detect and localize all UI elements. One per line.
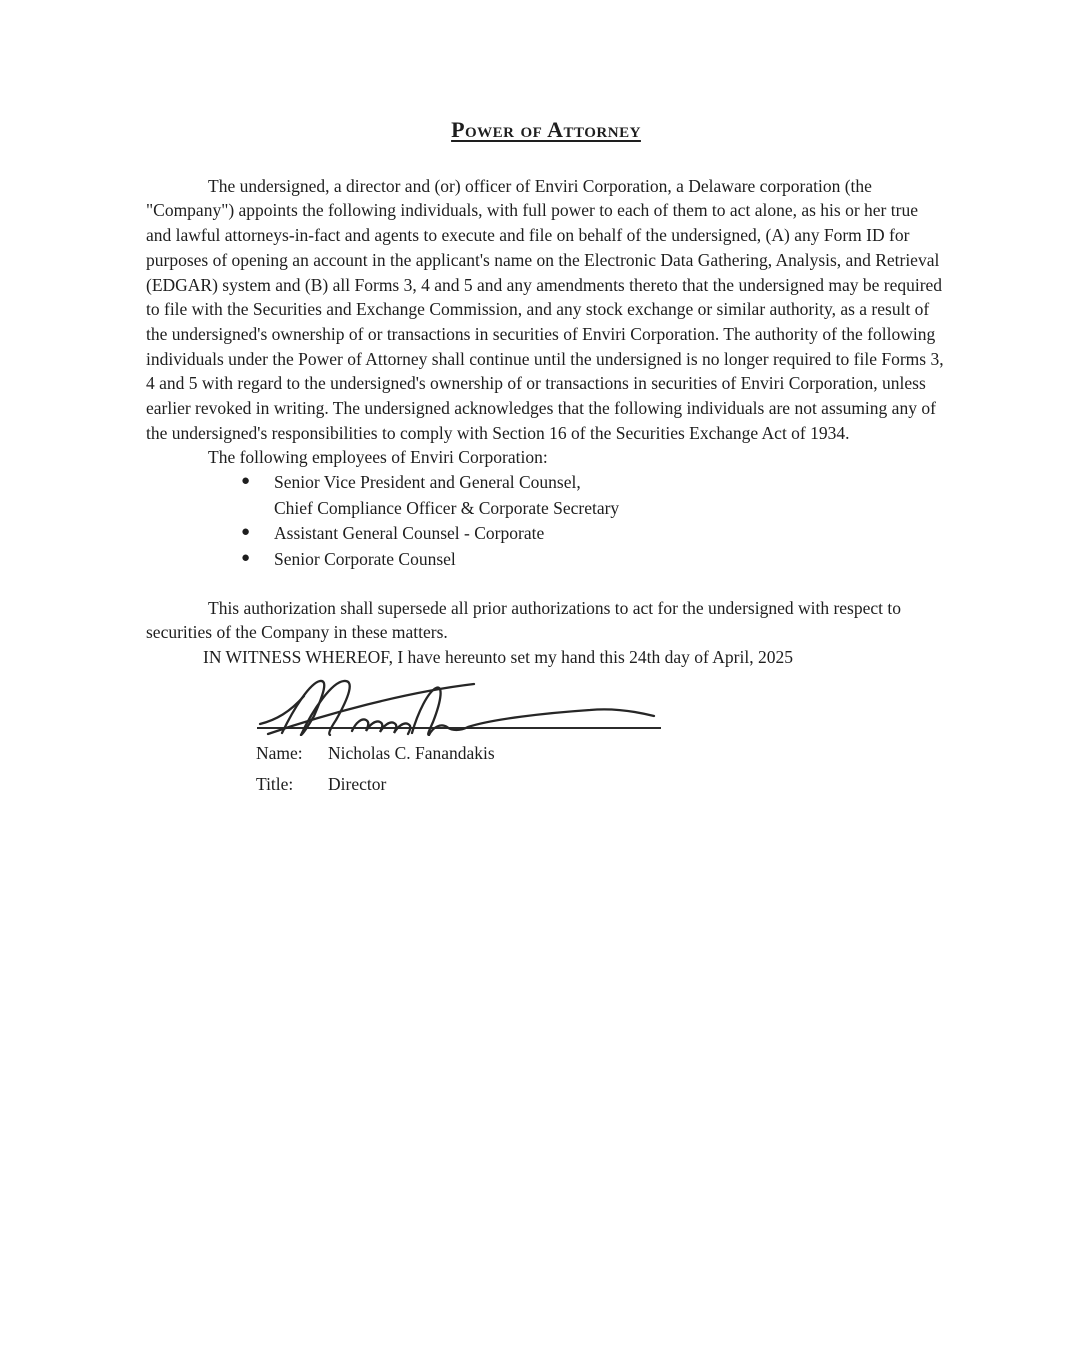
supersede-paragraph: This authorization shall supersede all prior authorizations to act for the undersigned with respect to securities of the Company in these matters.: [146, 597, 901, 643]
appointee-role-line: Assistant General Counsel - Corporate: [274, 523, 545, 544]
signature-block: [256, 678, 946, 796]
signature-name-row: [256, 741, 946, 765]
title-value: Director: [328, 773, 387, 794]
signature-title-row: [256, 772, 946, 796]
name-value: Nicholas C. Fanandakis: [328, 742, 495, 763]
bullet-icon: ●: [241, 549, 251, 566]
name-label: Name:: [256, 742, 303, 763]
handwritten-signature: [256, 678, 676, 736]
list-item: [146, 547, 946, 573]
bullet-icon: ●: [241, 473, 251, 490]
appointee-role-line: Chief Compliance Officer & Corporate Secretary: [274, 497, 620, 518]
intro-paragraph: The undersigned, a director and (or) officer of Enviri Corporation, a Delaware corporation (the "Company") appoints the following individuals, with full power to each of them to act alone, as his or her true and lawful attorneys-in-fact and agents to execute and file on behalf of the undersigned, (A) any Form ID for purposes of opening an account in the applicant's name on the Electronic Data Gathering, Analysis, and Retrieval (EDGAR) system and (B) all Forms 3, 4 and 5 and any amendments thereto that the undersigned may be required to file with the Securities and Exchange Commission, and any stock exchange or similar authority, as a result of the undersigned's ownership of or transactions in securities of Enviri Corporation. The authority of the following individuals under the Power of Attorney shall continue until the undersigned is no longer required to file Forms 3, 4 and 5 with regard to the undersigned's ownership of or transactions in securities of Enviri Corporation, unless earlier revoked in writing. The undersigned acknowledges that the following individuals are not assuming any of the undersigned's responsibilities to comply with Section 16 of the Securities Exchange Act of 1934.: [146, 175, 944, 443]
witness-paragraph: IN WITNESS WHEREOF, I have hereunto set my hand this 24th day of April, 2025: [203, 646, 793, 667]
title-label: Title:: [256, 773, 294, 794]
list-item: [146, 470, 946, 521]
appointee-role-line: Senior Vice President and General Counsel,: [274, 472, 581, 493]
list-item: [146, 521, 946, 547]
employees-intro-paragraph: The following employees of Enviri Corporation:: [208, 447, 548, 468]
bullet-icon: ●: [241, 524, 251, 541]
appointee-list: [146, 470, 946, 572]
appointee-role-line: Senior Corporate Counsel: [274, 548, 456, 569]
document-title: Power of Attorney: [451, 117, 641, 142]
signature-scrawl-icon: [256, 678, 676, 736]
